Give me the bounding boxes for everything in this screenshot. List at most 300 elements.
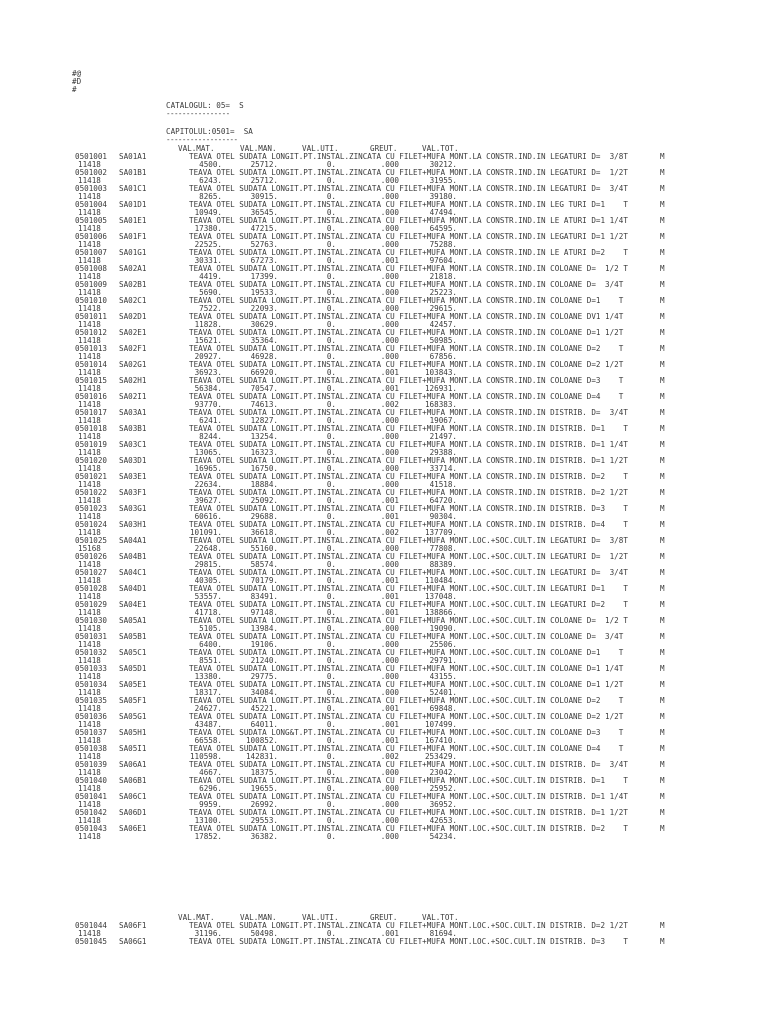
unit-of-measure: M [660, 408, 665, 417]
item-subcode: SA05F1 [119, 696, 147, 705]
greut: .001 [380, 720, 399, 729]
item-description: TEAVA OTEL SUDATA LONG&T.PT.INSTAL.ZINCATA CU FILET+MUFA MONT.LOC.+SOC.CULT.IN COLOANE D=3 T [189, 728, 624, 737]
val-tot: 126931. [424, 384, 457, 393]
table-row [0, 313, 768, 329]
greut: .000 [380, 784, 399, 793]
item-code: 0501040 [75, 776, 108, 785]
item-subcode: SA06C1 [119, 792, 147, 801]
val-tot: 52401. [429, 688, 457, 697]
val-man: 97148. [250, 608, 278, 617]
val-uti: 0. [326, 384, 336, 393]
val-man: 30629. [250, 320, 278, 329]
item-quantity: 11418 [78, 656, 101, 665]
item-subcode: SA03H1 [119, 520, 147, 529]
unit-of-measure: M [660, 360, 665, 369]
val-mat: 5105. [199, 624, 222, 633]
val-mat: 60616. [194, 512, 222, 521]
val-man: 50498. [250, 929, 278, 938]
item-quantity: 11418 [78, 464, 101, 473]
col-val-mat: VAL.MAT. [178, 913, 215, 922]
chapter-underline: ------------------ [166, 135, 238, 144]
unit-of-measure: M [660, 696, 665, 705]
table-row [0, 617, 768, 633]
unit-of-measure: M [660, 472, 665, 481]
item-description: TEAVA OTEL SUDATA LONGIT.PT.INSTAL.ZINCATA CU FILET+MUFA MONT.LA CONSTR.IND.IN DISTRIB. D=1 T [189, 424, 628, 433]
val-mat: 41718. [194, 608, 222, 617]
greut: .000 [380, 624, 399, 633]
greut: .000 [380, 192, 399, 201]
greut: .000 [380, 352, 399, 361]
item-code: 0501012 [75, 328, 108, 337]
item-subcode: SA05A1 [119, 616, 147, 625]
item-code: 0501038 [75, 744, 108, 753]
val-man: 36618. [250, 528, 278, 537]
item-description: TEAVA OTEL SUDATA LONGIT.PT.INSTAL.ZINCATA CU FILET+MUFA MONT.LOC.+SOC.CULT.IN COLOANE D=1 1/2T [189, 680, 624, 689]
val-mat: 17852. [194, 832, 222, 841]
table-row [0, 777, 768, 793]
table-row [0, 521, 768, 537]
val-uti: 0. [326, 672, 336, 681]
greut: .000 [380, 560, 399, 569]
greut: .000 [380, 800, 399, 809]
val-tot: 103843. [424, 368, 457, 377]
col-val-man: VAL.MAN. [240, 913, 277, 922]
val-man: 25092. [250, 496, 278, 505]
item-description: TEAVA OTEL SUDATA LONGIT.PT.INSTAL.ZINCATA CU FILET+MUFA MONT.LA CONSTR.IND.IN LEGATURI D= 3/4T [189, 184, 628, 193]
item-quantity: 11418 [78, 576, 101, 585]
item-description: TEAVA OTEL SUDATA LONGIT.PT.INSTAL.ZINCATA CU FILET+MUFA MONT.LOC.+SOC.CULT.IN DISTRIB. D= 3/4T [189, 760, 628, 769]
item-description: TEAVA OTEL SUDATA LONGIT.PT.INSTAL.ZINCATA CU FILET+MUFA MONT.LOC.+SOC.CULT.IN DISTRIB. D=1 1/4T [189, 792, 628, 801]
val-tot: 54234. [429, 832, 457, 841]
header-mark: #@ [72, 69, 82, 78]
table-row [0, 281, 768, 297]
val-man: 47215. [250, 224, 278, 233]
item-code: 0501003 [75, 184, 108, 193]
item-quantity: 11418 [78, 480, 101, 489]
table-row [0, 922, 768, 938]
unit-of-measure: M [660, 792, 665, 801]
val-uti: 0. [326, 368, 336, 377]
item-code: 0501041 [75, 792, 108, 801]
greut: .001 [380, 929, 399, 938]
val-tot: 39180. [429, 192, 457, 201]
greut: .001 [380, 384, 399, 393]
greut: .002 [380, 400, 399, 409]
item-subcode: SA06A1 [119, 760, 147, 769]
item-code: 0501015 [75, 376, 108, 385]
table-row [0, 185, 768, 201]
item-quantity: 11418 [78, 768, 101, 777]
val-mat: 13380. [194, 672, 222, 681]
val-man: 12827. [250, 416, 278, 425]
item-code: 0501027 [75, 568, 108, 577]
val-man: 70547. [250, 384, 278, 393]
item-quantity: 11418 [78, 560, 101, 569]
table-row [0, 201, 768, 217]
val-tot: 81694. [429, 929, 457, 938]
val-tot: 64720. [429, 496, 457, 505]
col-val-mat: VAL.MAT. [178, 144, 215, 153]
item-subcode: SA06F1 [119, 921, 147, 930]
val-uti: 0. [326, 480, 336, 489]
unit-of-measure: M [660, 776, 665, 785]
val-man: 29553. [250, 816, 278, 825]
item-code: 0501026 [75, 552, 108, 561]
val-mat: 110598. [189, 752, 222, 761]
unit-of-measure: M [660, 584, 665, 593]
table-row [0, 729, 768, 745]
item-subcode: SA03D1 [119, 456, 147, 465]
val-man: 55160. [250, 544, 278, 553]
val-tot: 69848. [429, 704, 457, 713]
table-row [0, 809, 768, 825]
item-description: TEAVA OTEL SUDATA LONGIT.PT.INSTAL.ZINCATA CU FILET+MUFA MONT.LA CONSTR.IND.IN LE ATURI D=1 1/4T [189, 216, 628, 225]
table-row [0, 697, 768, 713]
val-uti: 0. [326, 288, 336, 297]
item-description: TEAVA OTEL SUDATA LONGIT.PT.INSTAL.ZINCATA CU FILET+MUFA MONT.LA CONSTR.IND.IN LEG TURI D=1 T [189, 200, 628, 209]
val-tot: 168383. [424, 400, 457, 409]
item-quantity: 11418 [78, 416, 101, 425]
item-code: 0501021 [75, 472, 108, 481]
table-row [0, 585, 768, 601]
item-subcode: SA02B1 [119, 280, 147, 289]
table-row [0, 505, 768, 521]
greut: .001 [380, 496, 399, 505]
item-subcode: SA03C1 [119, 440, 147, 449]
val-mat: 6400. [199, 640, 222, 649]
greut: .001 [380, 704, 399, 713]
val-tot: 25952. [429, 784, 457, 793]
table-row [0, 938, 768, 954]
greut: .001 [380, 608, 399, 617]
val-mat: 4419. [199, 272, 222, 281]
val-uti: 0. [326, 464, 336, 473]
unit-of-measure: M [660, 184, 665, 193]
unit-of-measure: M [660, 296, 665, 305]
val-uti: 0. [326, 256, 336, 265]
greut: .000 [380, 224, 399, 233]
item-quantity: 11418 [78, 528, 101, 537]
val-mat: 11828. [194, 320, 222, 329]
val-mat: 6296. [199, 784, 222, 793]
table-row [0, 425, 768, 441]
item-subcode: SA06B1 [119, 776, 147, 785]
item-description: TEAVA OTEL SUDATA LONGIT.PT.INSTAL.ZINCATA CU FILET+MUFA MONT.LA CONSTR.IND.IN COLOANE D=1 1/2T [189, 328, 624, 337]
item-code: 0501045 [75, 937, 108, 946]
greut: .000 [380, 432, 399, 441]
col-val-tot: VAL.TOT. [422, 144, 459, 153]
table-row [0, 393, 768, 409]
item-description: TEAVA OTEL SUDATA LONGIT.PT.INSTAL.ZINCATA CU FILET+MUFA MONT.LA CONSTR.IND.IN COLOANE D=2 1/2T [189, 360, 624, 369]
unit-of-measure: M [660, 280, 665, 289]
item-description: TEAVA OTEL SUDATA LONGIT.PT.INSTAL.ZINCATA CU FILET+MUFA MONT.LOC.+SOC.CULT.IN COLOANE D=1 T [189, 648, 624, 657]
item-description: TEAVA OTEL SUDATA LONGIT.PT.INSTAL.ZINCATA CU FILET+MUFA MONT.LA CONSTR.IND.IN COLOANE D=3 T [189, 376, 624, 385]
val-man: 52763. [250, 240, 278, 249]
val-uti: 0. [326, 560, 336, 569]
item-description: TEAVA OTEL SUDATA LONGIT.PT.INSTAL.ZINCATA CU FILET+MUFA MONT.LOC.+SOC.CULT.IN DISTRIB. D=1 T [189, 776, 628, 785]
val-tot: 88389. [429, 560, 457, 569]
val-man: 66920. [250, 368, 278, 377]
val-uti: 0. [326, 640, 336, 649]
item-quantity: 11418 [78, 672, 101, 681]
greut: .000 [380, 640, 399, 649]
item-description: TEAVA OTEL SUDATA LONGIT.PT.INSTAL.ZINCATA CU FILET+MUFA MONT.LA CONSTR.IND.IN DISTRIB. D=1 1/4T [189, 440, 628, 449]
item-code: 0501017 [75, 408, 108, 417]
val-man: 70179. [250, 576, 278, 585]
item-quantity: 11418 [78, 432, 101, 441]
chapter-title: CAPITOLUL:0501= SA [166, 127, 253, 136]
item-description: TEAVA OTEL SUDATA LONGIT.PT.INSTAL.ZINCATA CU FILET+MUFA MONT.LA CONSTR.IND.IN COLOANE D=4 T [189, 392, 624, 401]
item-subcode: SA02D1 [119, 312, 147, 321]
val-man: 16750. [250, 464, 278, 473]
unit-of-measure: M [660, 344, 665, 353]
item-subcode: SA03B1 [119, 424, 147, 433]
item-subcode: SA04E1 [119, 600, 147, 609]
table-row [0, 441, 768, 457]
item-subcode: SA01C1 [119, 184, 147, 193]
val-uti: 0. [326, 752, 336, 761]
item-description: TEAVA OTEL SUDATA LONGIT.PT.INSTAL.ZINCATA CU FILET+MUFA MONT.LOC.+SOC.CULT.IN COLOANE D=2 1/2T [189, 712, 624, 721]
val-man: 25712. [250, 176, 278, 185]
item-quantity: 11418 [78, 784, 101, 793]
item-description: TEAVA OTEL SUDATA LONGIT.PT.INSTAL.ZINCATA CU FILET+MUFA MONT.LOC.+SOC.CULT.IN DISTRIB. D=3 T [189, 937, 628, 946]
unit-of-measure: M [660, 648, 665, 657]
val-man: 67273. [250, 256, 278, 265]
catalog-title: CATALOGUL: 05= S [166, 101, 244, 110]
table-row [0, 553, 768, 569]
item-description: TEAVA OTEL SUDATA LONGIT.PT.INSTAL.ZINCATA CU FILET+MUFA MONT.LOC.+SOC.CULT.IN LEGATURI D= 3/4T [189, 568, 628, 577]
item-description: TEAVA OTEL SUDATA LONGIT.PT.INSTAL.ZINCATA CU FILET+MUFA MONT.LA CONSTR.IND.IN LE ATURI D=2 T [189, 248, 628, 257]
val-uti: 0. [326, 736, 336, 745]
item-subcode: SA06E1 [119, 824, 147, 833]
table-row [0, 265, 768, 281]
val-uti: 0. [326, 768, 336, 777]
val-tot: 67856. [429, 352, 457, 361]
greut: .000 [380, 544, 399, 553]
item-code: 0501004 [75, 200, 108, 209]
col-val-man: VAL.MAN. [240, 144, 277, 153]
table-row [0, 601, 768, 617]
val-uti: 0. [326, 416, 336, 425]
val-uti: 0. [326, 448, 336, 457]
item-subcode: SA02I1 [119, 392, 147, 401]
val-tot: 64595. [429, 224, 457, 233]
table-row [0, 345, 768, 361]
val-uti: 0. [326, 704, 336, 713]
item-subcode: SA02E1 [119, 328, 147, 337]
unit-of-measure: M [660, 216, 665, 225]
item-code: 0501042 [75, 808, 108, 817]
item-code: 0501039 [75, 760, 108, 769]
greut: .000 [380, 304, 399, 313]
table-row [0, 297, 768, 313]
item-description: TEAVA OTEL SUDATA LONGIT.PT.INSTAL.ZINCATA CU FILET+MUFA MONT.LA CONSTR.IND.IN DISTRIB. D=4 T [189, 520, 628, 529]
item-subcode: SA01F1 [119, 232, 147, 241]
greut: .000 [380, 656, 399, 665]
unit-of-measure: M [660, 632, 665, 641]
val-tot: 42653. [429, 816, 457, 825]
val-mat: 36923. [194, 368, 222, 377]
val-mat: 6241. [199, 416, 222, 425]
val-uti: 0. [326, 192, 336, 201]
item-quantity: 11418 [78, 256, 101, 265]
item-description: TEAVA OTEL SUDATA LONGIT.PT.INSTAL.ZINCATA CU FILET+MUFA MONT.LOC.+SOC.CULT.IN DISTRIB. D=2 T [189, 824, 628, 833]
item-subcode: SA02H1 [119, 376, 147, 385]
greut: .000 [380, 160, 399, 169]
val-man: 19655. [250, 784, 278, 793]
val-mat: 24627. [194, 704, 222, 713]
table-row [0, 745, 768, 761]
item-description: TEAVA OTEL SUDATA LONGIT.PT.INSTAL.ZINCATA CU FILET+MUFA MONT.LA CONSTR.IND.IN COLOANE D=2 T [189, 344, 624, 353]
item-quantity: 11418 [78, 160, 101, 169]
val-man: 21240. [250, 656, 278, 665]
item-subcode: SA04D1 [119, 584, 147, 593]
item-quantity: 11418 [78, 288, 101, 297]
greut: .000 [380, 320, 399, 329]
item-code: 0501034 [75, 680, 108, 689]
item-subcode: SA01G1 [119, 248, 147, 257]
item-subcode: SA02C1 [119, 296, 147, 305]
item-subcode: SA03G1 [119, 504, 147, 513]
val-man: 36382. [250, 832, 278, 841]
val-man: 29688. [250, 512, 278, 521]
val-tot: 21497. [429, 432, 457, 441]
greut: .001 [380, 592, 399, 601]
val-tot: 137048. [424, 592, 457, 601]
item-subcode: SA06D1 [119, 808, 147, 817]
greut: .000 [380, 832, 399, 841]
greut: .000 [380, 336, 399, 345]
val-tot: 29791. [429, 656, 457, 665]
item-description: TEAVA OTEL SUDATA LONGIT.PT.INSTAL.ZINCATA CU FILET+MUFA MONT.LA CONSTR.IND.IN DISTRIB. D=2 1/2T [189, 488, 628, 497]
item-subcode: SA04C1 [119, 568, 147, 577]
item-code: 0501033 [75, 664, 108, 673]
val-uti: 0. [326, 816, 336, 825]
greut: .000 [380, 240, 399, 249]
val-uti: 0. [326, 400, 336, 409]
item-code: 0501009 [75, 280, 108, 289]
item-code: 0501014 [75, 360, 108, 369]
val-uti: 0. [326, 656, 336, 665]
item-subcode: SA03E1 [119, 472, 147, 481]
val-tot: 77808. [429, 544, 457, 553]
val-mat: 5690. [199, 288, 222, 297]
table-row [0, 761, 768, 777]
item-description: TEAVA OTEL SUDATA LONGIT.PT.INSTAL.ZINCATA CU FILET+MUFA MONT.LA CONSTR.IND.IN DISTRIB. D=3 T [189, 504, 628, 513]
greut: .000 [380, 272, 399, 281]
item-code: 0501032 [75, 648, 108, 657]
unit-of-measure: M [660, 520, 665, 529]
val-man: 74613. [250, 400, 278, 409]
val-tot: 19090. [429, 624, 457, 633]
val-mat: 4667. [199, 768, 222, 777]
catalog-underline: ---------------- [166, 109, 230, 118]
val-mat: 30331. [194, 256, 222, 265]
val-mat: 8265. [199, 192, 222, 201]
item-description: TEAVA OTEL SUDATA LONGIT.PT.INSTAL.ZINCATA CU FILET+MUFA MONT.LOC.+SOC.CULT.IN LEGATURI D=1 T [189, 584, 628, 593]
unit-of-measure: M [660, 376, 665, 385]
greut: .000 [380, 208, 399, 217]
val-tot: 36952. [429, 800, 457, 809]
val-uti: 0. [326, 304, 336, 313]
item-quantity: 11418 [78, 704, 101, 713]
val-mat: 93770. [194, 400, 222, 409]
val-mat: 13065. [194, 448, 222, 457]
unit-of-measure: M [660, 600, 665, 609]
val-uti: 0. [326, 784, 336, 793]
greut: .001 [380, 512, 399, 521]
val-tot: 90304. [429, 512, 457, 521]
val-mat: 6243. [199, 176, 222, 185]
val-man: 13984. [250, 624, 278, 633]
unit-of-measure: M [660, 712, 665, 721]
item-description: TEAVA OTEL SUDATA LONGIT.PT.INSTAL.ZINCATA CU FILET+MUFA MONT.LA CONSTR.IND.IN COLOANE D= 3/4T [189, 280, 624, 289]
col-val-uti: VAL.UTI. [302, 913, 339, 922]
val-uti: 0. [326, 272, 336, 281]
table-row [0, 329, 768, 345]
item-description: TEAVA OTEL SUDATA LONGIT.PT.INSTAL.ZINCATA CU FILET+MUFA MONT.LOC.+SOC.CULT.IN COLOANE D= 1/2 T [189, 616, 628, 625]
unit-of-measure: M [660, 168, 665, 177]
unit-of-measure: M [660, 824, 665, 833]
val-mat: 66558. [194, 736, 222, 745]
val-mat: 22634. [194, 480, 222, 489]
item-quantity: 11418 [78, 320, 101, 329]
val-tot: 19067. [429, 416, 457, 425]
item-description: TEAVA OTEL SUDATA LONGIT.PT.INSTAL.ZINCATA CU FILET+MUFA MONT.LOC.+SOC.CULT.IN LEGATURI D= 3/8T [189, 536, 628, 545]
table-row [0, 153, 768, 169]
item-subcode: SA05I1 [119, 744, 147, 753]
val-uti: 0. [326, 496, 336, 505]
item-subcode: SA06G1 [119, 937, 147, 946]
val-uti: 0. [326, 832, 336, 841]
item-description: TEAVA OTEL SUDATA LONGIT.PT.INSTAL.ZINCATA CU FILET+MUFA MONT.LA CONSTR.IND.IN LEGATURI D=1 1/2T [189, 232, 628, 241]
unit-of-measure: M [660, 744, 665, 753]
val-uti: 0. [326, 544, 336, 553]
item-code: 0501005 [75, 216, 108, 225]
val-tot: 75288. [429, 240, 457, 249]
val-mat: 22648. [194, 544, 222, 553]
greut: .000 [380, 464, 399, 473]
item-description: TEAVA OTEL SUDATA LONGIT.PT.INSTAL.ZINCATA CU FILET+MUFA MONT.LOC.+SOC.CULT.IN LEGATURI D=2 T [189, 600, 628, 609]
val-man: 83491. [250, 592, 278, 601]
item-code: 0501043 [75, 824, 108, 833]
val-tot: 29388. [429, 448, 457, 457]
val-tot: 33714. [429, 464, 457, 473]
item-quantity: 11418 [78, 496, 101, 505]
item-code: 0501010 [75, 296, 108, 305]
item-description: TEAVA OTEL SUDATA LONGIT.PT.INSTAL.ZINCATA CU FILET+MUFA MONT.LOC.+SOC.CULT.IN DISTRIB. D=1 1/2T [189, 808, 628, 817]
item-description: TEAVA OTEL SUDATA LONGIT.PT.INSTAL.ZINCATA CU FILET+MUFA MONT.LA CONSTR.IND.IN LEGATURI D= 1/2T [189, 168, 628, 177]
val-tot: 138866. [424, 608, 457, 617]
item-quantity: 11418 [78, 400, 101, 409]
val-uti: 0. [326, 576, 336, 585]
val-man: 35364. [250, 336, 278, 345]
val-mat: 8551. [199, 656, 222, 665]
val-tot: 167410. [424, 736, 457, 745]
val-man: 142831. [245, 752, 278, 761]
greut: .001 [380, 368, 399, 377]
val-man: 34084. [250, 688, 278, 697]
item-code: 0501036 [75, 712, 108, 721]
greut: .000 [380, 816, 399, 825]
unit-of-measure: M [660, 328, 665, 337]
item-quantity: 11418 [78, 240, 101, 249]
item-description: TEAVA OTEL SUDATA LONGIT.PT.INSTAL.ZINCATA CU FILET+MUFA MONT.LOC.+SOC.CULT.IN COLOANE D=1 1/4T [189, 664, 624, 673]
val-man: 46928. [250, 352, 278, 361]
item-quantity: 11418 [78, 208, 101, 217]
val-uti: 0. [326, 624, 336, 633]
item-code: 0501035 [75, 696, 108, 705]
